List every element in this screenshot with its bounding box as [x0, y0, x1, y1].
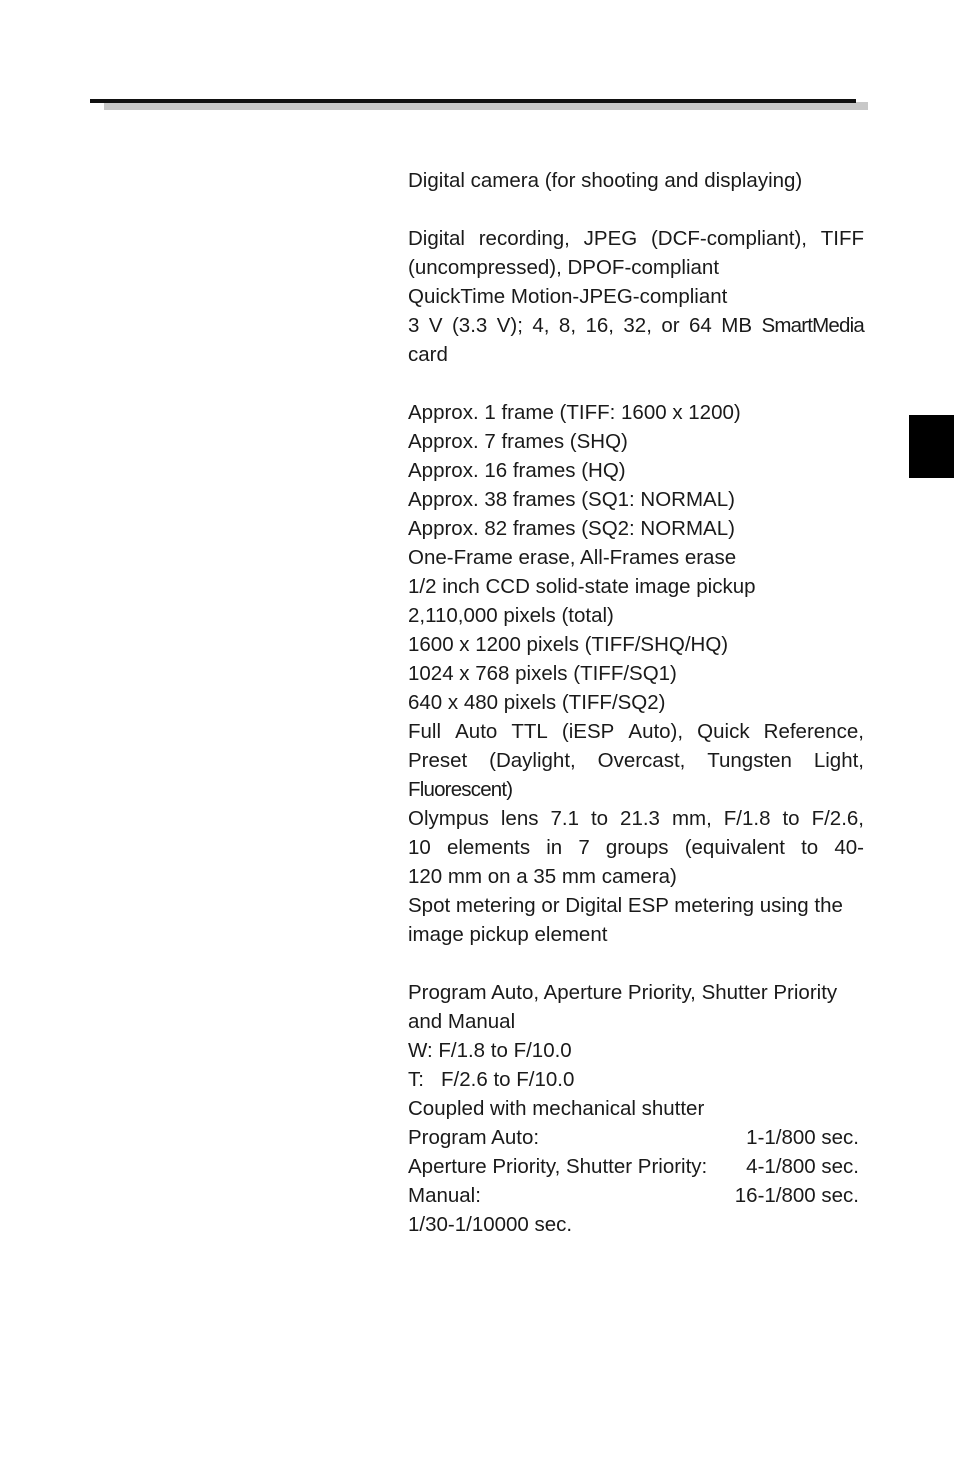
word: Preset — [408, 749, 468, 772]
word: Full — [408, 720, 442, 743]
frames-sq1: Approx. 38 frames (SQ1: NORMAL) — [408, 488, 735, 511]
word: Tungsten — [707, 749, 792, 772]
lens-line2 — [408, 833, 864, 862]
erasing: One-Frame erase, All-Frames erase — [408, 546, 737, 569]
header-rule-shadow — [104, 102, 868, 110]
word: 16, — [585, 314, 614, 337]
resolution-1: 1600 x 1200 pixels (TIFF/SHQ/HQ) — [408, 633, 729, 656]
movie-format: QuickTime Motion-JPEG-compliant — [408, 285, 728, 308]
frames-hq: Approx. 16 frames (HQ) — [408, 459, 626, 482]
shutter-speed-value: 16-1/800 sec. — [734, 1184, 859, 1207]
word: lens — [500, 807, 539, 830]
word: (Daylight, — [489, 749, 576, 772]
word: 7.1 — [550, 807, 579, 830]
shutter-electronic: 1/30-1/10000 sec. — [408, 1213, 573, 1236]
word: mm, — [671, 807, 712, 830]
chapter-tab-marker — [909, 415, 954, 478]
aperture-tele: T: F/2.6 to F/10.0 — [408, 1068, 575, 1091]
word: JPEG — [583, 227, 638, 250]
shutter-mode-label: Aperture Priority, Shutter Priority: — [408, 1155, 708, 1178]
word: F/1.8 — [723, 807, 771, 830]
metering-line2: image pickup element — [408, 923, 608, 946]
lens-line3: 120 mm on a 35 mm camera) — [408, 865, 677, 888]
word: to — [782, 807, 800, 830]
spacer — [408, 949, 864, 978]
word: (iESP — [561, 720, 615, 743]
shutter-row-priority — [408, 1152, 859, 1181]
shutter-speed-value: 1-1/800 sec. — [746, 1126, 859, 1149]
word: 3 — [408, 314, 420, 337]
word: 10 — [408, 836, 431, 859]
word: Auto — [455, 720, 498, 743]
lens-line1 — [408, 804, 864, 833]
exposure-modes-line1: Program Auto, Aperture Priority, Shutter Priority — [408, 981, 838, 1004]
word: Light, — [813, 749, 864, 772]
shutter-row-manual — [408, 1181, 859, 1210]
word: 32, — [623, 314, 652, 337]
word: 64 — [689, 314, 712, 337]
word: Digital — [408, 227, 465, 250]
word: Overcast, — [597, 749, 686, 772]
word: 4, — [532, 314, 550, 337]
spacer — [408, 369, 864, 398]
word: to — [801, 836, 819, 859]
word: groups — [605, 836, 669, 859]
shutter-mode-label: Manual: — [408, 1184, 481, 1207]
specifications-column — [408, 166, 864, 1239]
word: Quick — [697, 720, 750, 743]
word: MB — [721, 314, 753, 337]
word: (equivalent — [684, 836, 785, 859]
word: elements — [446, 836, 531, 859]
recording-format-line2: (uncompressed), DPOF-compliant — [408, 256, 720, 279]
white-balance-line3: Fluorescent) — [408, 778, 513, 801]
word: (3.3 — [451, 314, 488, 337]
shutter-row-program-auto — [408, 1123, 859, 1152]
aperture-wide: W: F/1.8 to F/10.0 — [408, 1039, 572, 1062]
word: or — [661, 314, 680, 337]
frames-sq2: Approx. 82 frames (SQ2: NORMAL) — [408, 517, 735, 540]
frames-tiff: Approx. 1 frame (TIFF: 1600 x 1200) — [408, 401, 741, 424]
spacer — [408, 195, 864, 224]
exposure-modes-line2: and Manual — [408, 1010, 516, 1033]
resolution-3: 640 x 480 pixels (TIFF/SQ2) — [408, 691, 666, 714]
word: Olympus — [408, 807, 489, 830]
shutter-type: Coupled with mechanical shutter — [408, 1097, 705, 1120]
camera-type: Digital camera (for shooting and displaying) — [408, 169, 803, 192]
word: Auto), — [628, 720, 684, 743]
word: in — [546, 836, 563, 859]
word: recording, — [478, 227, 570, 250]
image-pickup: 1/2 inch CCD solid-state image pickup — [408, 575, 756, 598]
metering-line1: Spot metering or Digital ESP metering using the — [408, 894, 843, 917]
word: TIFF — [820, 227, 864, 250]
recording-media-line1 — [408, 311, 864, 340]
word: 40- — [834, 836, 864, 859]
word: SmartMedia — [761, 314, 864, 337]
word: (DCF-compliant), — [650, 227, 807, 250]
white-balance-line2 — [408, 746, 864, 775]
pixels-total: 2,110,000 pixels (total) — [408, 604, 614, 627]
recording-media-line2: card — [408, 343, 448, 366]
word: Reference, — [763, 720, 864, 743]
word: 7 — [578, 836, 590, 859]
word: to — [590, 807, 609, 830]
word: TTL — [511, 720, 548, 743]
recording-format-line1 — [408, 224, 864, 253]
word: V); — [496, 314, 523, 337]
word: F/2.6, — [811, 807, 864, 830]
shutter-speed-value: 4-1/800 sec. — [746, 1155, 859, 1178]
frames-shq: Approx. 7 frames (SHQ) — [408, 430, 628, 453]
shutter-mode-label: Program Auto: — [408, 1126, 540, 1149]
white-balance-line1 — [408, 717, 864, 746]
word: 8, — [558, 314, 577, 337]
word: 21.3 — [620, 807, 660, 830]
resolution-2: 1024 x 768 pixels (TIFF/SQ1) — [408, 662, 677, 685]
word: V — [428, 314, 443, 337]
header-rule — [90, 99, 856, 103]
